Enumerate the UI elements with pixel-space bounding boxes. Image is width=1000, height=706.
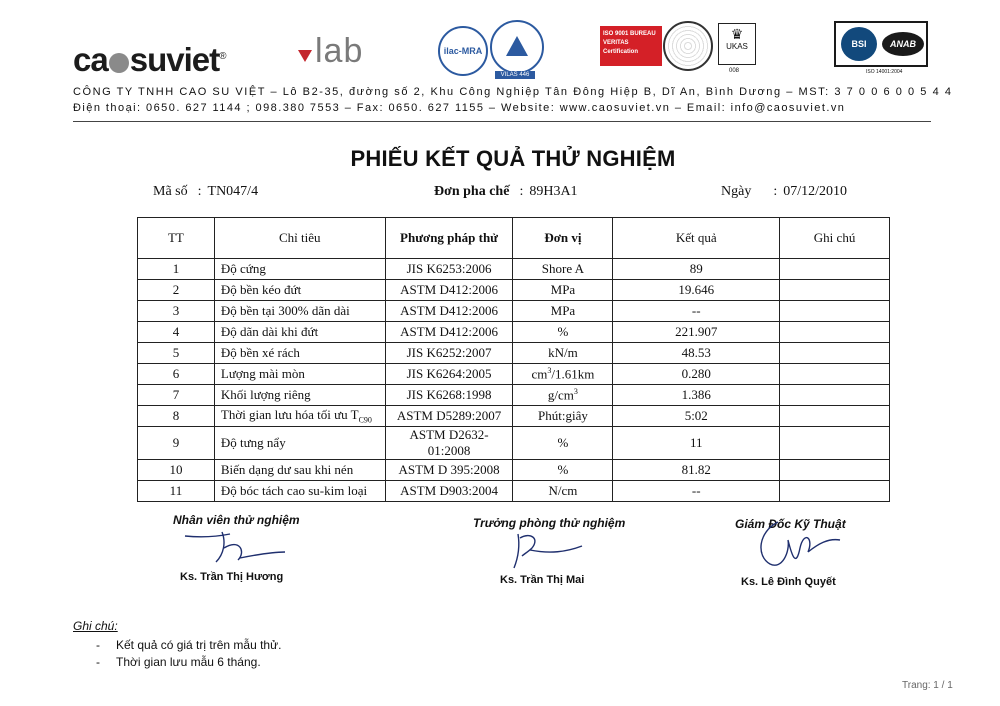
table-row	[138, 322, 890, 343]
page-number: Trang: 1 / 1	[902, 680, 953, 691]
header-note: Ghi chú	[780, 218, 890, 259]
cell-note	[780, 280, 890, 301]
document-title: PHIẾU KẾT QUẢ THỬ NGHIỆM	[350, 146, 676, 171]
cell-tt: 5	[138, 343, 215, 364]
cell-tt: 3	[138, 301, 215, 322]
cell-method: ASTM D412:2006	[385, 322, 513, 343]
signature-3-mark	[748, 508, 848, 574]
signer-1-title: Nhân viên thử nghiệm	[173, 513, 300, 527]
header-unit: Đơn vị	[513, 218, 613, 259]
table-row	[138, 301, 890, 322]
cell-unit: %	[513, 322, 613, 343]
cell-unit: MPa	[513, 301, 613, 322]
cell-unit: $cm^3/1.61km$	[513, 364, 613, 385]
cell-criterion: Khối lượng riêng	[214, 385, 385, 406]
cell-criterion: Biến dạng dư sau khi nén	[214, 460, 385, 481]
anab-badge: ANAB	[882, 32, 924, 56]
code-value: TN047/4	[207, 184, 259, 199]
cell-unit: %	[513, 460, 613, 481]
cell-tt: 10	[138, 460, 215, 481]
bsi-anab-logo	[834, 21, 928, 67]
cell-result: 89	[613, 259, 780, 280]
signature-2-mark	[490, 528, 600, 572]
cell-criterion: Độ tưng nẩy	[214, 427, 385, 460]
iso-label: ISO 14001:2004	[866, 69, 903, 75]
cell-method: JIS K6264:2005	[385, 364, 513, 385]
cell-tt: 8	[138, 406, 215, 427]
cell-result: 48.53	[613, 343, 780, 364]
bureau-veritas-logo: ISO 9001 BUREAU VERITAS Certification	[600, 26, 662, 66]
results-table	[137, 217, 890, 502]
table-row	[138, 280, 890, 301]
bureau-veritas-seal	[663, 21, 713, 71]
cell-unit: N/cm	[513, 481, 613, 502]
cell-method: ASTM D2632-01:2008	[385, 427, 513, 460]
cell-unit: kN/m	[513, 343, 613, 364]
cell-criterion: Lượng mài mòn	[214, 364, 385, 385]
bsi-badge: BSI	[841, 27, 877, 61]
crown-icon: ♛	[730, 26, 744, 42]
cell-criterion: Độ bền tại 300% dãn dài	[214, 301, 385, 322]
caosuviet-logo: ca suviet®	[73, 41, 226, 78]
cell-note	[780, 259, 890, 280]
cell-tt: 6	[138, 364, 215, 385]
cell-result: 1.386	[613, 385, 780, 406]
cell-result: 221.907	[613, 322, 780, 343]
cell-tt: 2	[138, 280, 215, 301]
company-contact: Điện thoại: 0650. 627 1144 ; 098.380 7553 – Fax: 0650. 627 1155 – Website: www.caosuviet.vn – Email: info@caosuviet.vn	[73, 102, 846, 114]
bureau-of-accreditation-logo	[490, 20, 544, 74]
formula-value: 89H3A1	[529, 184, 578, 199]
cell-method: JIS K6252:2007	[385, 343, 513, 364]
cell-note	[780, 322, 890, 343]
cell-note	[780, 460, 890, 481]
note-item: - Thời gian lưu mẫu 6 tháng.	[96, 655, 261, 669]
cell-unit: %	[513, 427, 613, 460]
table-row	[138, 259, 890, 280]
cell-method: ASTM D412:2006	[385, 301, 513, 322]
signature-1-mark	[180, 528, 290, 568]
cell-result: 19.646	[613, 280, 780, 301]
table-row	[138, 481, 890, 502]
header-divider	[73, 121, 931, 122]
formula-field: Đơn pha chế : 89H3A1	[434, 184, 578, 199]
cell-note	[780, 481, 890, 502]
signer-2-title: Trưởng phòng thử nghiệm	[473, 516, 626, 530]
signer-3-name: Ks. Lê Đình Quyết	[741, 576, 836, 588]
cell-method: JIS K6253:2006	[385, 259, 513, 280]
ukas-number: 008	[729, 68, 740, 74]
cell-note	[780, 343, 890, 364]
cell-result: 5:02	[613, 406, 780, 427]
ukas-logo: ♛ UKAS	[718, 23, 756, 65]
cell-method: ASTM D903:2004	[385, 481, 513, 502]
cell-result: --	[613, 301, 780, 322]
table-header-row	[138, 218, 890, 259]
cell-criterion: Độ bền kéo đứt	[214, 280, 385, 301]
cell-tt: 7	[138, 385, 215, 406]
cell-criterion: Thời gian lưu hóa tối ưu $T_{C90}$	[214, 406, 385, 427]
cell-method: ASTM D5289:2007	[385, 406, 513, 427]
cell-note	[780, 406, 890, 427]
cell-unit: Shore A	[513, 259, 613, 280]
triangle-icon	[298, 50, 312, 62]
cell-criterion: Độ cứng	[214, 259, 385, 280]
table-row	[138, 406, 890, 427]
cell-method: JIS K6268:1998	[385, 385, 513, 406]
cell-tt: 9	[138, 427, 215, 460]
ilac-mra-logo: ilac-MRA	[438, 26, 488, 76]
vilas-label: VILAS 446	[495, 71, 535, 79]
signer-3-title: Giám Đốc Kỹ Thuật	[735, 517, 846, 531]
cell-result: --	[613, 481, 780, 502]
table-row	[138, 427, 890, 460]
cell-tt: 1	[138, 259, 215, 280]
cell-result: 81.82	[613, 460, 780, 481]
header-criterion: Chỉ tiêu	[214, 218, 385, 259]
cell-note	[780, 385, 890, 406]
header-method: Phương pháp thử	[385, 218, 513, 259]
header-tt: TT	[138, 218, 215, 259]
cell-method: ASTM D 395:2008	[385, 460, 513, 481]
table-row	[138, 364, 890, 385]
date-value: 07/12/2010	[783, 184, 847, 199]
cell-unit: Phút:giây	[513, 406, 613, 427]
header-result: Kết quả	[613, 218, 780, 259]
cell-method: ASTM D412:2006	[385, 280, 513, 301]
cell-result: 0.280	[613, 364, 780, 385]
cell-criterion: Độ bóc tách cao su-kim loại	[214, 481, 385, 502]
cell-note	[780, 301, 890, 322]
company-address: CÔNG TY TNHH CAO SU VIỆT – Lô B2-35, đường số 2, Khu Công Nghiệp Tân Đông Hiệp B, Dĩ An, Bình Dương – MST: 3 7 0 0 6 0 0 5 4 4	[73, 86, 953, 98]
note-item: - Kết quả có giá trị trên mẫu thử.	[96, 638, 282, 652]
notes-title: Ghi chú:	[73, 619, 118, 633]
cell-result: 11	[613, 427, 780, 460]
code-field: Mã số : TN047/4	[153, 184, 259, 199]
cell-tt: 4	[138, 322, 215, 343]
table-row	[138, 385, 890, 406]
cell-criterion: Độ dãn dài khi đứt	[214, 322, 385, 343]
cell-unit: $g/cm^3$	[513, 385, 613, 406]
cell-note	[780, 364, 890, 385]
signer-2-name: Ks. Trần Thị Mai	[500, 574, 585, 586]
date-field: Ngày : 07/12/2010	[721, 184, 847, 199]
signer-1-name: Ks. Trần Thị Hương	[180, 571, 284, 583]
cell-unit: MPa	[513, 280, 613, 301]
cell-criterion: Độ bền xé rách	[214, 343, 385, 364]
table-row	[138, 343, 890, 364]
cell-note	[780, 427, 890, 460]
cell-tt: 11	[138, 481, 215, 502]
table-row	[138, 460, 890, 481]
